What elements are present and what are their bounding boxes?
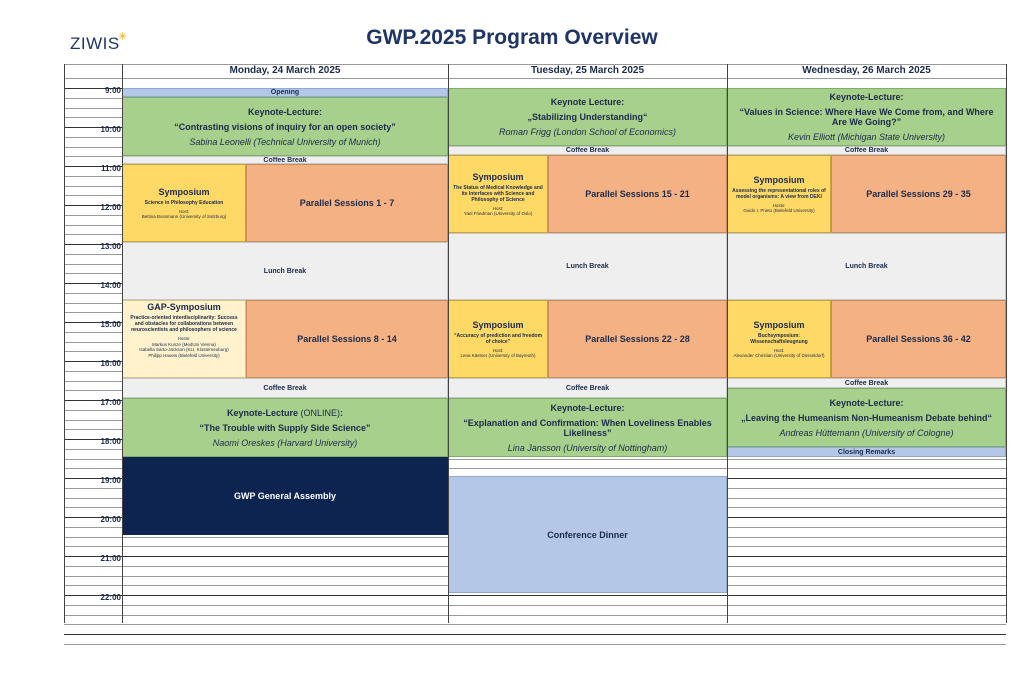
day-header-monday: Monday, 24 March 2025 (229, 65, 341, 76)
tuesday-symposium-2[interactable] (448, 300, 548, 378)
symposium-topic: “Accuracy of prediction and freedom of choice” (453, 332, 543, 345)
keynote-title-colon: : (340, 407, 344, 418)
tuesday-parallel-sessions-2[interactable] (548, 300, 727, 378)
parallel-sessions-label: Parallel Sessions 29 - 35 (866, 189, 971, 199)
grid-line (64, 595, 1006, 596)
monday-lunch-break[interactable] (122, 242, 448, 300)
tuesday-coffee-break-1[interactable] (448, 146, 727, 155)
symposium-host-label: Hosts: (772, 202, 786, 208)
symposium-host: Bettina Bussmann (University of Salzburg) (141, 214, 227, 219)
grid-border-left (64, 64, 65, 623)
keynote-title-text: Keynote-Lecture (226, 407, 301, 418)
symposium-host: Yael Friedman (University of Oslo) (463, 211, 533, 216)
time-label: 14:00 (100, 281, 121, 290)
monday-tuesday-divider (448, 64, 449, 623)
time-label: 15:00 (100, 320, 121, 329)
keynote-title: Keynote-Lecture: (829, 92, 904, 102)
tuesday-coffee-break-2[interactable] (448, 378, 727, 398)
monday-coffee-break-2[interactable] (122, 378, 448, 398)
wednesday-parallel-sessions-1[interactable] (831, 155, 1006, 233)
time-label: 13:00 (100, 242, 121, 251)
keynote-talk: “Values in Science: Where Have We Come from, and Where Are We Going?” (739, 107, 994, 127)
time-label: 12:00 (100, 203, 121, 212)
keynote-talk: “The Trouble with Supply Side Science” (199, 422, 371, 433)
parallel-sessions-label: Parallel Sessions 8 - 14 (297, 334, 397, 344)
day-header-tuesday: Tuesday, 25 March 2025 (530, 65, 645, 76)
coffee-break-label: Coffee Break (263, 384, 307, 392)
day-header-wednesday: Wednesday, 26 March 2025 (802, 65, 931, 76)
grid-line (64, 644, 1006, 645)
parallel-sessions-label: Parallel Sessions 15 - 21 (585, 189, 690, 199)
wednesday-keynote-2[interactable] (727, 388, 1006, 447)
schedule-grid (64, 64, 1006, 623)
tuesday-lunch-break[interactable] (448, 233, 727, 300)
wednesday-keynote[interactable] (727, 88, 1006, 146)
wednesday-symposium-2[interactable] (727, 300, 831, 378)
coffee-break-label: Coffee Break (565, 147, 610, 154)
coffee-break-label: Coffee Break (844, 379, 889, 387)
keynote-talk: „Leaving the Humeanism Non-Humeanism Debate behind“ (740, 412, 993, 423)
monday-opening[interactable] (122, 88, 448, 97)
grid-line (64, 605, 1006, 606)
keynote-talk: „Stabilizing Understanding“ (527, 112, 648, 122)
symposium-topic: The Status of Medical Knowledge and its Interfaces with Science and Philosophy of Science (453, 184, 543, 203)
tuesday-symposium[interactable] (448, 155, 548, 233)
coffee-break-label: Coffee Break (844, 147, 889, 154)
time-column-divider (122, 64, 123, 623)
gap-host-2: Isabella Sarto-Jackson (KLI, Klosterneuburg) (139, 347, 229, 352)
keynote-title: Keynote-Lecture: (550, 402, 625, 413)
symposium-host-label: Host: (773, 347, 785, 353)
time-label: 18:00 (100, 437, 121, 446)
symposium-topic: Science in Philosophy Education (144, 199, 224, 206)
lunch-break-label: Lunch Break (263, 267, 307, 275)
parallel-sessions-label: Parallel Sessions 1 - 7 (299, 198, 395, 208)
wednesday-coffee-break-2[interactable] (727, 378, 1006, 388)
symposium-host: Guido I. Prieto (Bielefeld University) (743, 208, 815, 213)
symposium-host-label: Host: (178, 208, 190, 214)
dinner-label: Conference Dinner (547, 529, 628, 540)
time-label: 10:00 (100, 125, 121, 134)
gap-host-3: Philipp Haueis (Bielefeld University) (148, 352, 220, 358)
monday-general-assembly[interactable] (122, 457, 448, 535)
gap-hosts-label: Hosts: (177, 336, 191, 341)
time-label: 16:00 (100, 359, 121, 368)
symposium-host-label: Host: (492, 205, 504, 211)
keynote-title: Keynote-Lecture: (829, 397, 904, 408)
time-label: 9:00 (104, 86, 121, 95)
symposium-title: Symposium (753, 174, 805, 185)
wednesday-parallel-sessions-2[interactable] (831, 300, 1006, 378)
symposium-title: Symposium (472, 319, 524, 330)
keynote-speaker: Naomi Oreskes (Harvard University) (212, 437, 358, 448)
grid-border-right (1006, 64, 1007, 623)
lunch-break-label: Lunch Break (845, 263, 888, 270)
time-label: 11:00 (100, 164, 121, 173)
keynote-title: Keynote Lecture: (550, 97, 625, 107)
tuesday-wednesday-divider (727, 64, 728, 623)
monday-keynote[interactable] (122, 97, 448, 156)
gap-host-1: Markus Kunze (MedUni Vienna) (152, 341, 216, 347)
page-title: GWP.2025 Program Overview (366, 26, 658, 49)
symposium-topic: Buchsymposium: Wissenschaftsleugnung (750, 332, 808, 345)
symposium-title: Symposium (472, 171, 524, 182)
grid-line (64, 634, 1006, 635)
wednesday-closing-remarks[interactable] (727, 447, 1006, 457)
time-label: 22:00 (100, 593, 121, 602)
lunch-break-label: Lunch Break (566, 263, 609, 270)
wednesday-coffee-break-1[interactable] (727, 146, 1006, 155)
opening-label: Opening (270, 89, 300, 96)
time-label: 21:00 (100, 554, 121, 563)
parallel-sessions-label: Parallel Sessions 36 - 42 (866, 334, 971, 344)
symposium-topic: Assessing the representational roles of model organisms: A view from DEKI (732, 187, 826, 200)
coffee-break-label: Coffee Break (565, 384, 610, 392)
symposium-host-label: Host: (492, 347, 504, 353)
keynote-talk: “Contrasting visions of inquiry for an open society” (174, 121, 396, 132)
wednesday-symposium[interactable] (727, 155, 831, 233)
logo-star-icon: ✳ (118, 31, 128, 43)
symposium-host: Alexander Christian (University of Düsseldorf) (733, 353, 825, 358)
tuesday-keynote-2[interactable] (448, 398, 727, 457)
coffee-break-label: Coffee Break (263, 156, 307, 164)
monday-coffee-break-1[interactable] (122, 156, 448, 164)
monday-keynote-2[interactable] (122, 398, 448, 457)
keynote-talk: “Explanation and Confirmation: When Loveliness Enables Likeliness” (463, 417, 712, 438)
wednesday-lunch-break[interactable] (727, 233, 1006, 300)
monday-gap-symposium[interactable] (122, 300, 246, 378)
time-label: 20:00 (100, 515, 121, 524)
symposium-title: Symposium (753, 319, 805, 330)
keynote-speaker: Kevin Elliott (Michigan State University) (787, 132, 946, 142)
tuesday-conference-dinner[interactable] (448, 476, 727, 593)
symposium-title: Symposium (158, 186, 210, 197)
grid-line (64, 624, 1006, 625)
gap-symposium-topic: Practice-oriented interdisciplinarity: Success and obstacles for collaborations between neuroscientists and philosophers of science (130, 315, 238, 333)
tuesday-parallel-sessions-1[interactable] (548, 155, 727, 233)
closing-remarks-label: Closing Remarks (837, 448, 896, 456)
assembly-label: GWP General Assembly (233, 491, 337, 501)
keynote-title: Keynote-Lecture: (247, 106, 322, 117)
keynote-speaker: Andreas Hüttemann (University of Cologne) (779, 427, 954, 438)
logo-text: ZIWIS (70, 34, 120, 53)
keynote-speaker: Roman Frigg (London School of Economics) (498, 127, 677, 137)
online-tag: (ONLINE) (300, 407, 341, 418)
keynote-speaker: Lina Jansson (University of Nottingham) (507, 442, 668, 453)
keynote-speaker: Sabina Leonelli (Technical University of Munich) (189, 136, 381, 147)
symposium-host: Lena Kästner (University of Bayreuth) (460, 353, 536, 358)
time-label: 17:00 (100, 398, 121, 407)
gap-symposium-title: GAP-Symposium (147, 302, 221, 312)
monday-symposium[interactable] (122, 164, 246, 242)
grid-line (64, 615, 1006, 616)
keynote-title (227, 408, 343, 418)
tuesday-keynote[interactable] (448, 88, 727, 146)
monday-parallel-sessions-2[interactable] (246, 300, 448, 378)
time-label: 19:00 (100, 476, 121, 485)
grid-line (64, 78, 1006, 79)
parallel-sessions-label: Parallel Sessions 22 - 28 (585, 334, 690, 344)
monday-parallel-sessions-1[interactable] (246, 164, 448, 242)
